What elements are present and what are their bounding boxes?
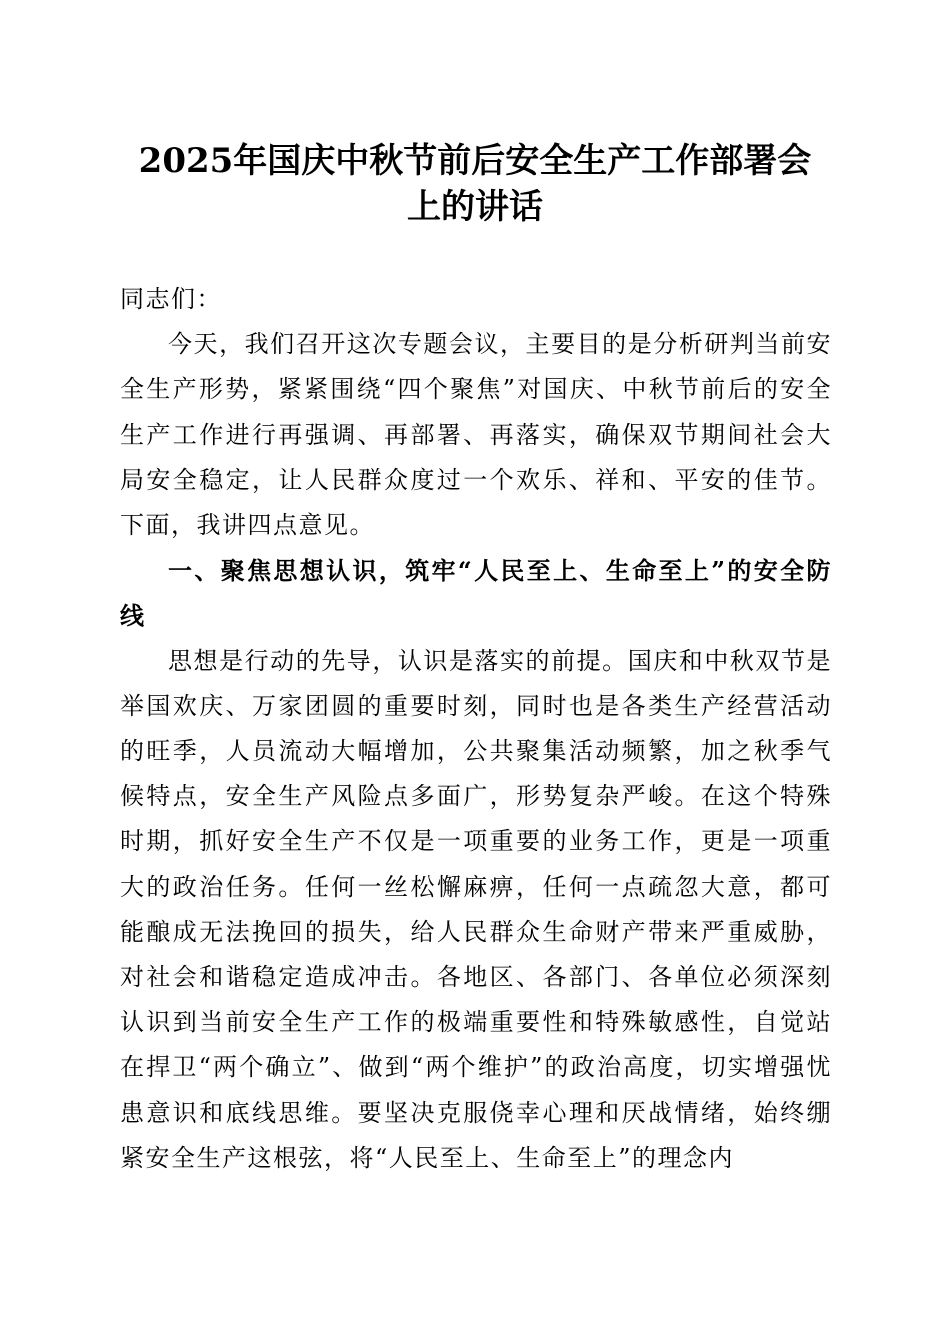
title-line-1: 2025年国庆中秋节前后安全生产工作部署会 [138, 141, 812, 181]
document-title [100, 138, 850, 230]
section-heading-1: 一、聚焦思想认识，筑牢“人民至上、生命至上”的安全防线 [120, 556, 832, 631]
section-1-paragraph: 思想是行动的先导，认识是落实的前提。国庆和中秋双节是举国欢庆、万家团圆的重要时刻，同时也是各类生产经营活动的旺季，人员流动大幅增加，公共聚集活动频繁，加之秋季气候特点，安全生产风险点多面广，形势复杂严峻。在这个特殊时期，抓好安全生产不仅是一项重要的业务工作，更是一项重大的政治任务。任何一丝松懈麻痹，任何一点疏忽大意，都可能酿成无法挽回的损失，给人民群众生命财产带来严重威胁，对社会和谐稳定造成冲击。各地区、各部门、各单位必须深刻认识到当前安全生产工作的极端重要性和特殊敏感性，自觉站在捍卫“两个确立”、做到“两个维护”的政治高度，切实增强忧患意识和底线思维。要坚决克服侥幸心理和厌战情绪，始终绷紧安全生产这根弦，将“人民至上、生命至上”的理念内 [120, 646, 832, 1172]
opening-paragraph: 今天，我们召开这次专题会议，主要目的是分析研判当前安全生产形势，紧紧围绕“四个聚焦”对国庆、中秋节前后的安全生产工作进行再强调、再部署、再落实，确保双节期间社会大局安全稳定，让人民群众度过一个欢乐、祥和、平安的佳节。下面，我讲四点意见。 [120, 330, 832, 540]
salutation: 同志们： [120, 285, 222, 313]
document-body [120, 277, 832, 1181]
title-line-2: 上的讲话 [407, 187, 543, 227]
